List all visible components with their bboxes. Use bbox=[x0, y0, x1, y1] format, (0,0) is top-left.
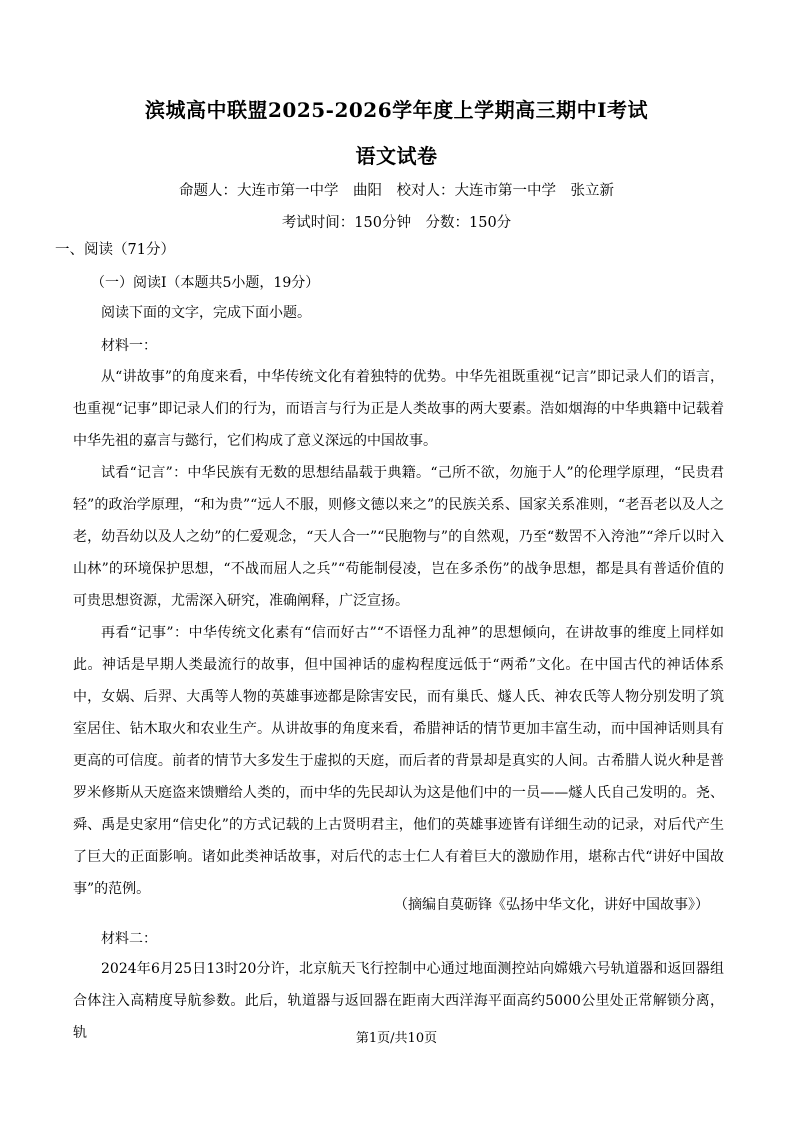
material-one-label: 材料一： bbox=[101, 338, 157, 354]
section-subheading: （一）阅读Ⅰ（本题共5小题，19分） bbox=[91, 275, 320, 291]
material-one-paragraph-2: 试看“记言”：中华民族有无数的思想结晶载于典籍。“己所不欲，勿施于人”的伦理学原理，“民贵君轻”的政治学原理，“和为贵”“远人不服，则修文德以来之”的民族关系、国家关系准则，“老吾老以及人之老，幼吾幼以及人之幼”的仁爱观念，“天人合一”“民胞物与”的自然观，乃至“数罟不入洿池”“斧斤以时入山林”的环境保护思想，“不战而屈人之兵”“苟能制侵凌，岂在多杀伤”的战争思想，都是具有普适价值的可贵思想资源，尤需深入研究，准确阐释，广泛宣扬。 bbox=[73, 465, 724, 609]
exam-title: 滨城高中联盟2025-2026学年度上学期高三期中Ⅰ考试 bbox=[145, 98, 648, 122]
page-number: 第1页/共10页 bbox=[355, 1031, 438, 1046]
exam-info-line: 考试时间：150分钟 分数：150分 bbox=[281, 215, 512, 231]
instruction-text: 阅读下面的文字，完成下面小题。 bbox=[101, 305, 311, 321]
section-heading: 一、阅读（71分） bbox=[55, 242, 175, 258]
material-one-paragraph-1: 从“讲故事”的角度来看，中华传统文化有着独特的优势。中华先祖既重视“记言”即记录人们的语言，也重视“记事”即记录人们的行为，而语言与行为正是人类故事的两大要素。浩如烟海的中华典籍中记载着中华先祖的嘉言与懿行，它们构成了意义深远的中国故事。 bbox=[73, 369, 724, 449]
material-one-paragraph-3: 再看“记事”：中华传统文化素有“信而好古”“不语怪力乱神”的思想倾向，在讲故事的维度上同样如此。神话是早期人类最流行的故事，但中国神话的虚构程度远低于“两希”文化。在中国古代的神话体系中，女娲、后羿、大禹等人物的英雄事迹都是除害安民，而有巢氏、燧人氏、神农氏等人物分别发明了筑室居住、钻木取火和农业生产。从讲故事的角度来看，希腊神话的情节更加丰富生动，而中国神话则具有更高的可信度。前者的情节大多发生于虚拟的天庭，而后者的背景却是真实的人间。古希腊人说火种是普罗米修斯从天庭盗来馈赠给人类的，而中华的先民却认为这是他们中的一员——燧人氏自己发明的。尧、舜、禹是史家用“信史化”的方式记载的上古贤明君主，他们的英雄事迹皆有详细生动的记录，对后代产生了巨大的正面影响。诸如此类神话故事，对后代的志士仁人有着巨大的激励作用，堪称古代“讲好中国故事”的范例。 bbox=[73, 625, 724, 897]
material-two-paragraph-1: 2024年6月25日13时20分许，北京航天飞行控制中心通过地面测控站向嫦娥六号轨道器和返回器组合体注入高精度导航参数。此后，轨道器与返回器在距南大西洋海平面高约5000公里处正常解锁分离，轨 bbox=[73, 961, 724, 1041]
exam-subtitle: 语文试卷 bbox=[355, 144, 438, 168]
material-one-source: （摘编自莫砺锋《弘扬中华文化，讲好中国故事》） bbox=[394, 897, 709, 913]
material-two-label: 材料二： bbox=[101, 931, 157, 947]
authors-line: 命题人：大连市第一中学 曲阳 校对人：大连市第一中学 张立新 bbox=[179, 183, 614, 199]
